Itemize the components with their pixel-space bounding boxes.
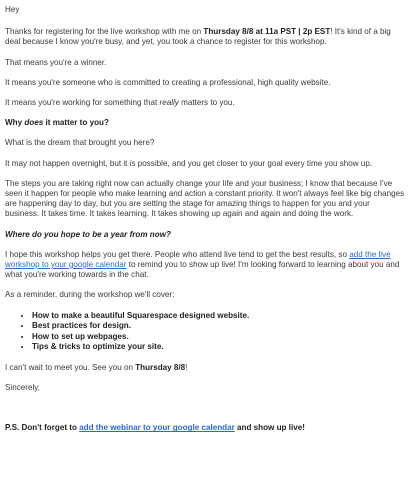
intro-text-end: ! It's kind of a big deal because I know you're busy, and yet, you took a chance to register for this workshop. xyxy=(5,27,391,47)
ps-line xyxy=(5,423,406,433)
working-emphasis: really xyxy=(159,98,179,108)
greeting: Hey xyxy=(5,5,20,14)
meet-text-end: ! xyxy=(185,363,188,373)
list-item: • How to make a beautiful Squarespace designed website. xyxy=(32,311,406,322)
steps-paragraph: The steps you are taking right now can actually change your life and your business; I know that because I've seen it happen for people who make learning and action a constant priority. It won't always feel like big changes are happening day to day, but you are setting the stage for amazing things to happen for you and your business. It takes time. It takes learning. It takes showing up again and again and doing the work. xyxy=(5,178,405,219)
signoff: Sincerely, xyxy=(5,383,40,393)
intro-paragraph xyxy=(5,27,406,47)
dream-line: What is the dream that brought you here? xyxy=(5,138,155,148)
heading-where-text: Where do you hope to be a year from now? xyxy=(5,229,171,239)
overnight-emphasis: is xyxy=(129,158,136,168)
meet-text-start: I can't wait to meet you. See you on xyxy=(5,363,136,373)
committed-line: It means you're someone who is committed to creating a professional, high quality website. xyxy=(5,77,331,87)
working-text-end: matters to you. xyxy=(178,98,235,108)
heading-why xyxy=(5,118,406,128)
meet-line xyxy=(5,363,406,373)
ps-text-start: P.S. Don't forget to xyxy=(5,423,80,433)
hope-text-end: to remind you to show up live! I'm looking forward to learning about you and what you're working towards in the chat. xyxy=(5,260,400,280)
overnight-text-end: possible, and you get closer to your goal every time you show up. xyxy=(135,158,373,168)
topics-list xyxy=(5,311,406,353)
heading-why-start: Why xyxy=(5,118,25,128)
overnight-text-start: It may not happen overnight, but it xyxy=(5,158,130,168)
winner-line: That means you're a winner. xyxy=(5,57,107,67)
heading-why-end: it matter to you? xyxy=(43,118,109,128)
workshop-date-time: Thursday 8/8 at 11a PST | 2p EST xyxy=(203,27,331,37)
reminder-line: As a reminder, during the workshop we'll cover: xyxy=(5,290,175,300)
ps-text-end: and show up live! xyxy=(234,423,305,433)
hope-paragraph xyxy=(5,250,406,281)
hope-text-start: I hope this workshop helps you get there. People who attend live tend to get the best results, so xyxy=(5,249,350,259)
list-item: • Best practices for design. xyxy=(32,321,406,332)
overnight-line xyxy=(5,159,406,169)
working-line xyxy=(5,98,406,108)
add-webinar-calendar-link[interactable]: add the webinar to your google calendar xyxy=(79,423,235,433)
add-workshop-calendar-link[interactable]: add the live workshop to your google calendar xyxy=(5,249,391,270)
heading-where xyxy=(5,230,406,240)
intro-text-start: Thanks for registering for the live workshop with me on xyxy=(5,27,204,37)
list-item: • Tips & tricks to optimize your site. xyxy=(32,342,406,353)
working-text-start: It means you're working for something that xyxy=(5,98,160,108)
list-item: • How to set up webpages. xyxy=(32,332,406,343)
heading-why-emphasis: does xyxy=(24,118,44,128)
meet-day: Thursday 8/8 xyxy=(135,363,186,373)
